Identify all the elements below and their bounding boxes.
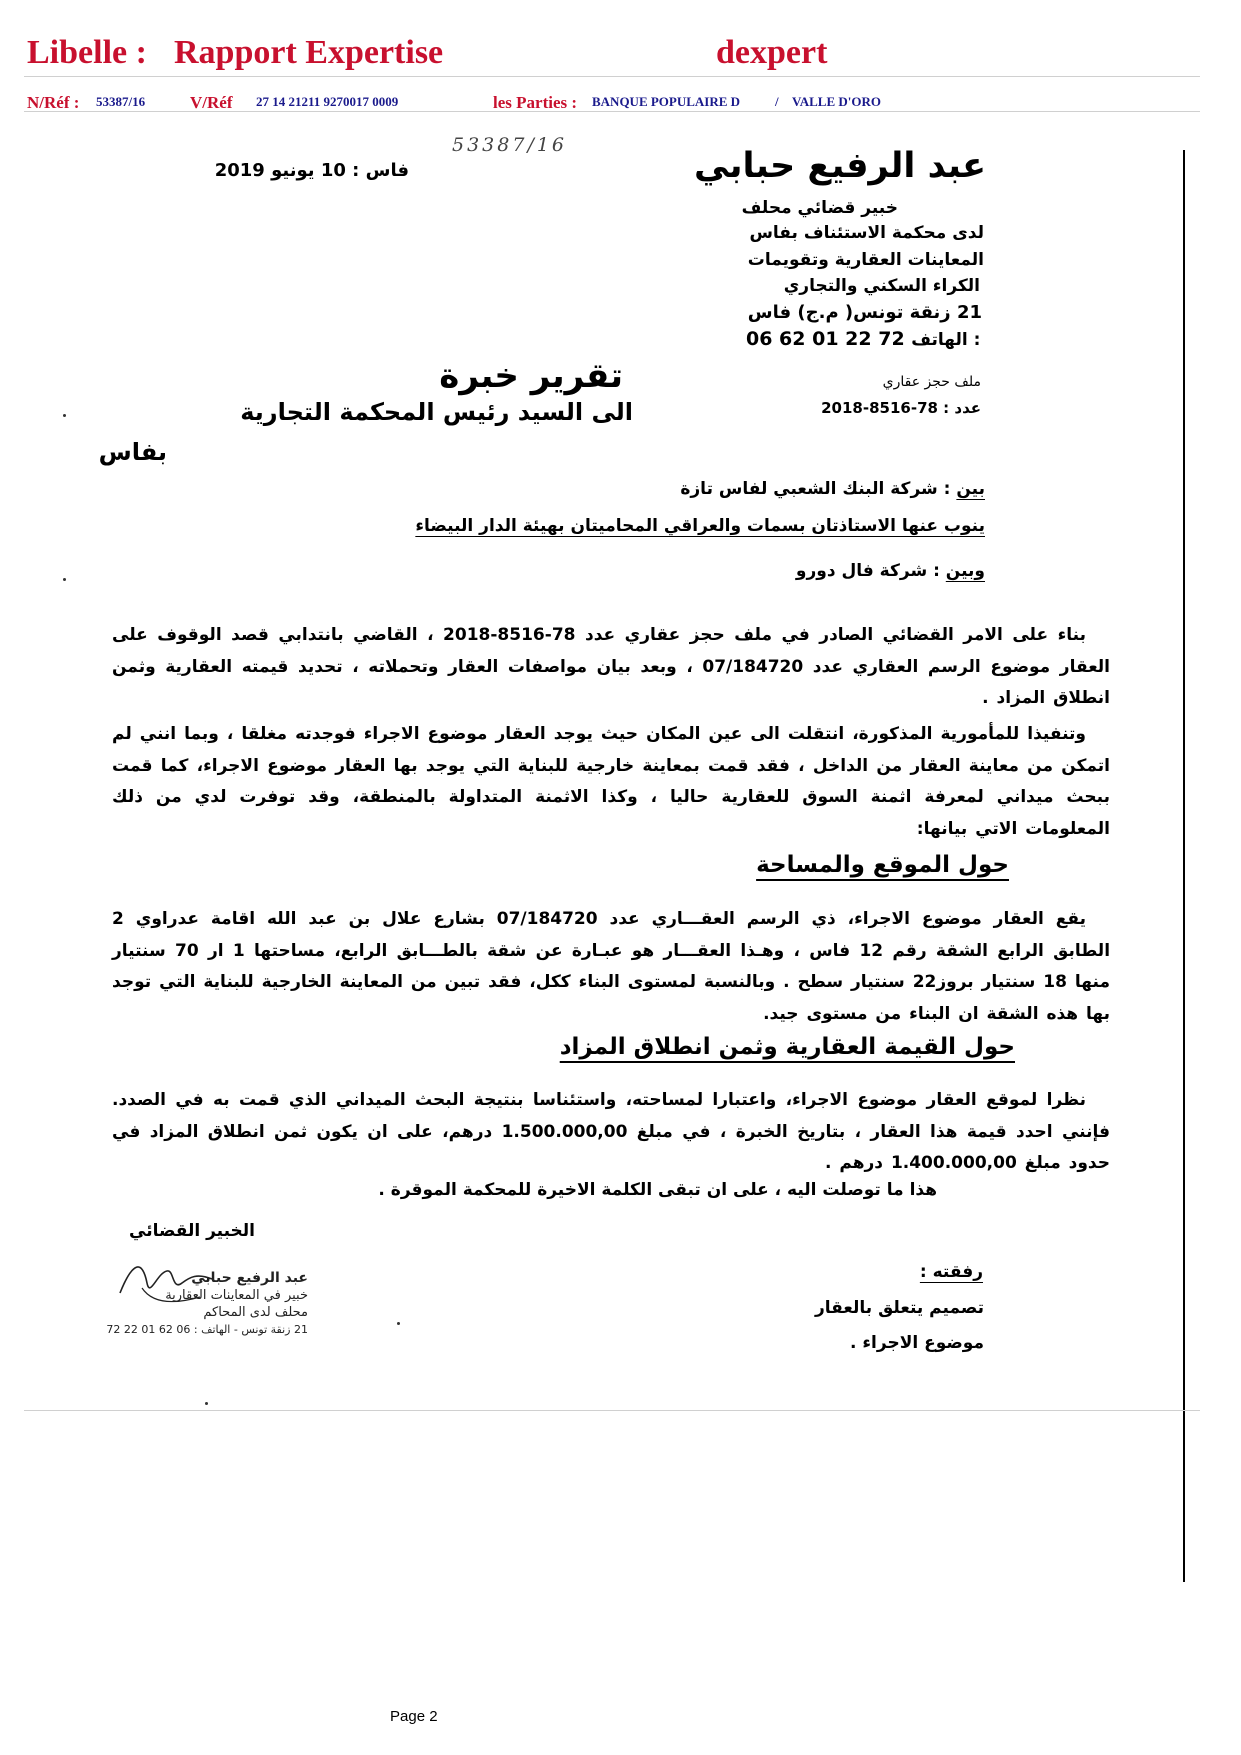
nref-label: N/Réf :	[27, 93, 80, 112]
addressee-line-2: بفاس	[98, 438, 167, 466]
party-1: BANQUE POPULAIRE D	[592, 94, 741, 109]
handwritten-reference: 53387/16	[452, 134, 568, 156]
nref-value: 53387/16	[96, 94, 146, 109]
footer-divider	[24, 1410, 1200, 1411]
expert-address: 21 زنقة تونس( م.ج) فاس	[747, 302, 982, 323]
header-divider-top	[24, 76, 1200, 77]
expert-phone-label: الهاتف :	[911, 330, 981, 350]
expert-phone-row	[746, 328, 980, 350]
header-divider-bottom	[24, 111, 1200, 112]
attachment-label: رفقته :	[919, 1262, 983, 1282]
stamp-line-3: محلف لدى المحاكم	[203, 1305, 308, 1320]
attachment-line-2: موضوع الاجراء .	[849, 1333, 984, 1353]
brand-name: dexpert	[716, 34, 828, 71]
libelle-value: Rapport Expertise	[174, 34, 444, 71]
attachment-line-1: تصميم يتعلق بالعقار	[815, 1298, 984, 1318]
stamp-line-4: 21 زنقة تونس - الهاتف : 06 62 01 22 72	[106, 1323, 308, 1336]
section-heading-location: حول الموقع والمساحة	[756, 852, 1009, 878]
report-title: تقرير خبرة	[439, 356, 623, 396]
party-and-row	[796, 561, 985, 581]
scan-speck	[397, 1322, 400, 1325]
body-paragraph-3: يقع العقار موضوع الاجراء، ذي الرسم العقـــاري عدد 07/184720 بشارع علال بن عبد الله اقامة عدراوي 2 الطابق الرابع الشقة رقم 12 فاس ، وهـذا العقـــار هو عبـارة عن شقة بالطـــابق الرابع، مساحتها 1 ار 70 سنتيار منها 18 سنتيار بروز22 سنتيار سطح . وبالنسبة لمستوى البناء ككل، فقد تبين من المعاينة الخارجية للبناية التي توجد بها هذه الشقة ان البناء من مستوى جيد.	[112, 909, 1111, 1024]
party-and-label: وبين	[945, 561, 985, 581]
expert-title: خبير قضائي محلف	[741, 198, 898, 218]
party-between-label: بين	[956, 479, 985, 499]
scan-speck	[63, 578, 66, 581]
parties-label: les Parties :	[493, 93, 578, 112]
expert-name: عبد الرفيع حبابي	[693, 146, 986, 186]
expert-specialty-1: المعاينات العقارية وتقويمات	[747, 250, 984, 270]
party-between-value: : شركة البنك الشعبي لفاس تازة	[680, 479, 957, 499]
file-type: ملف حجز عقاري	[882, 374, 981, 390]
stamp-line-2: خبير في المعاينات العقارية	[165, 1288, 308, 1303]
scan-speck	[63, 414, 66, 417]
expert-stamp	[78, 1270, 308, 1338]
signature-label: الخبير القضائي	[129, 1221, 255, 1241]
stamp-line-1: عبد الرفيع حبابي	[191, 1270, 308, 1286]
section-heading-value: حول القيمة العقارية وثمن انطلاق المزاد	[559, 1034, 1015, 1060]
body-paragraph-2: وتنفيذا للمأمورية المذكورة، انتقلت الى عين المكان حيث يوجد العقار موضوع الاجراء فوجدته مغلقا ، وبما انني لم اتمكن من معاينة العقار من الداخل ، فقد قمت بمعاينة خارجية للبناية التي يوجد بها العقار موضوع الاجراء، كما قمت ببحث ميداني لمعرفة اثمنة السوق للعقارية حاليا ، وكذا الاثمنة المتداولة بالمنطقة، وقد توفرت لدي من ذلك المعلومات الاتي بيانها:	[112, 724, 1110, 839]
expert-court: لدى محكمة الاستئناف بفاس	[749, 223, 984, 243]
expert-specialty-2: الكراء السكني والتجاري	[783, 276, 980, 296]
body-paragraph-4: نظرا لموقع العقار موضوع الاجراء، واعتبارا لمساحته، واستئناسا بنتيجة البحث الميداني الذي قمت به في الصدد. فإنني احدد قيمة هذا العقار ، بتاريخ الخبرة ، في مبلغ 1.500.000,00 درهم، على ان يكون ثمن انطلاق المزاد في حدود مبلغ 1.400.000,00 درهم .	[112, 1090, 1110, 1173]
scan-speck	[205, 1402, 208, 1405]
party-separator: /	[775, 94, 779, 109]
vref-value: 27 14 21211 9270017 0009	[256, 94, 399, 109]
expert-phone: 06 62 01 22 72	[746, 328, 905, 350]
closing-statement: هذا ما توصلت اليه ، على ان تبقى الكلمة الاخيرة للمحكمة الموقرة .	[378, 1180, 937, 1200]
margin-rule	[1183, 150, 1185, 1582]
page-number: Page 2	[390, 1708, 438, 1725]
body-paragraph-1: بناء على الامر القضائي الصادر في ملف حجز عقاري عدد 78-8516-2018 ، القاضي بانتدابي قصد الوقوف على العقار موضوع الرسم العقاري عدد 07/184720 ، وبعد بيان مواصفات العقار وتحملاته ، تحديد قيمته العقارية وثمن انطلاق المزاد .	[112, 625, 1111, 708]
addressee-line-1: الى السيد رئيس المحكمة التجارية	[240, 398, 633, 426]
vref-label: V/Réf	[190, 93, 233, 112]
party-between-row	[680, 479, 985, 499]
party-and-value: : شركة فال دورو	[795, 561, 946, 581]
file-number: عدد : 78-8516-2018	[821, 399, 981, 417]
party-2: VALLE D'ORO	[792, 94, 881, 109]
date-line: فاس : 10 يونيو 2019	[214, 160, 409, 181]
party-representation: ينوب عنها الاستاذتان بسمات والعراقي المحاميتان بهيئة الدار البيضاء	[415, 516, 985, 536]
libelle-label: Libelle :	[27, 34, 147, 71]
